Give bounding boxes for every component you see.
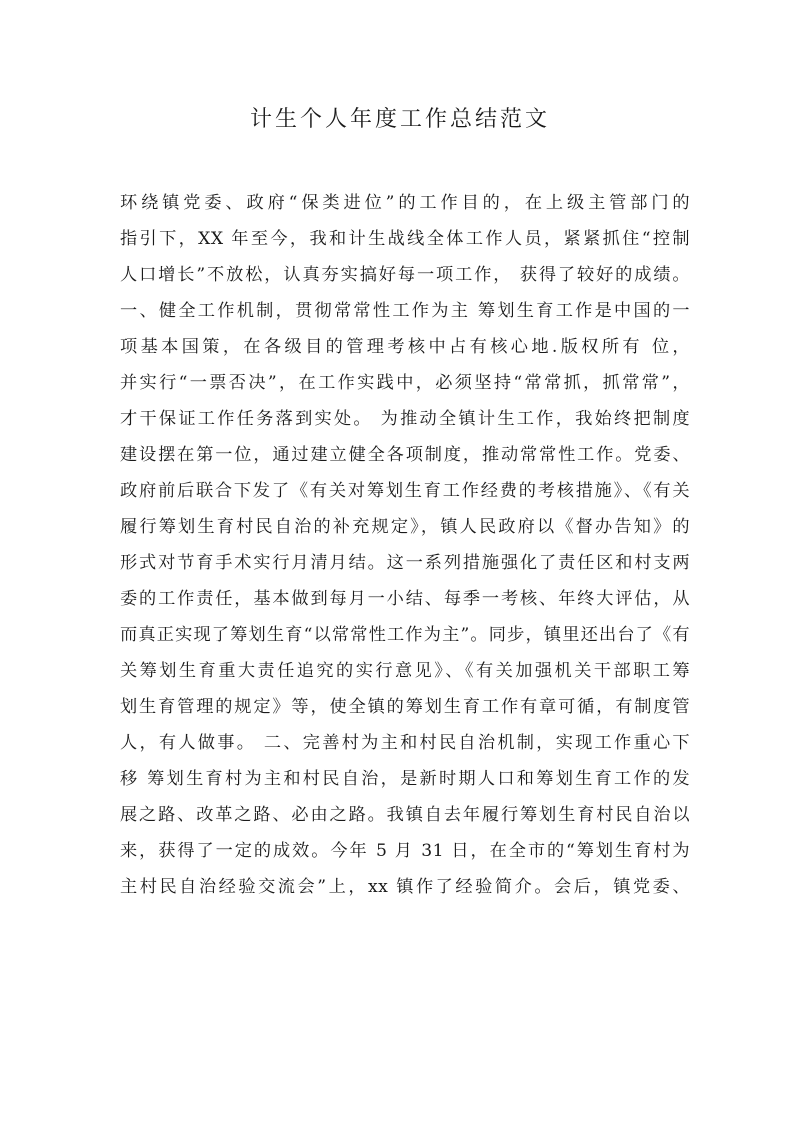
body-line: 关筹划生育重大责任追究的实行意见》、《有关加强机关干部职工筹 bbox=[120, 661, 690, 681]
body-line: 来，获得了一定的成效。今年 5 月 31 日，在全市的“筹划生育村为 bbox=[120, 841, 690, 861]
body-line: 并实行“一票否决”，在工作实践中，必须坚持“常常抓，抓常常”， bbox=[120, 373, 690, 393]
body-line: 履行筹划生育村民自治的补充规定》，镇人民政府以《督办告知》的 bbox=[120, 517, 690, 537]
body-line: 政府前后联合下发了《有关对筹划生育工作经费的考核措施》、《有关 bbox=[120, 481, 690, 501]
document-body bbox=[120, 185, 690, 905]
body-line: 形式对节育手术实行月清月结。这一系列措施强化了责任区和村支两 bbox=[120, 553, 690, 573]
body-line: 划生育管理的规定》等，使全镇的筹划生育工作有章可循，有制度管 bbox=[120, 697, 690, 717]
body-line: 才干保证工作任务落到实处。 为推动全镇计生工作，我始终把制度 bbox=[120, 409, 690, 429]
body-line: 环绕镇党委、政府“保类进位”的工作目的，在上级主管部门的 bbox=[120, 193, 690, 213]
body-line: 委的工作责任，基本做到每月一小结、每季一考核、年终大评估，从 bbox=[120, 589, 690, 609]
body-line: 建设摆在第一位，通过建立健全各项制度，推动常常性工作。党委、 bbox=[120, 445, 690, 465]
document-title: 计生个人年度工作总结范文 bbox=[249, 107, 550, 132]
body-line: 而真正实现了筹划生育“以常常性工作为主”。同步，镇里还出台了《有 bbox=[120, 625, 690, 645]
body-line: 一、健全工作机制，贯彻常常性工作为主 筹划生育工作是中国的一 bbox=[120, 301, 690, 321]
body-line: 指引下，XX 年至今，我和计生战线全体工作人员，紧紧抓住“控制 bbox=[120, 229, 690, 249]
body-line: 展之路、改革之路、必由之路。我镇自去年履行筹划生育村民自治以 bbox=[120, 805, 690, 825]
body-line: 主村民自治经验交流会”上，xx 镇作了经验简介。会后，镇党委、 bbox=[120, 877, 690, 897]
body-line: 人口增长”不放松，认真夯实搞好每一项工作， 获得了较好的成绩。 bbox=[120, 265, 690, 285]
body-line: 人，有人做事。 二、完善村为主和村民自治机制，实现工作重心下 bbox=[120, 733, 690, 753]
body-line: 项基本国策，在各级目的管理考核中占有核心地.版权所有 位， bbox=[120, 337, 690, 357]
body-line: 移 筹划生育村为主和村民自治，是新时期人口和筹划生育工作的发 bbox=[120, 769, 690, 789]
